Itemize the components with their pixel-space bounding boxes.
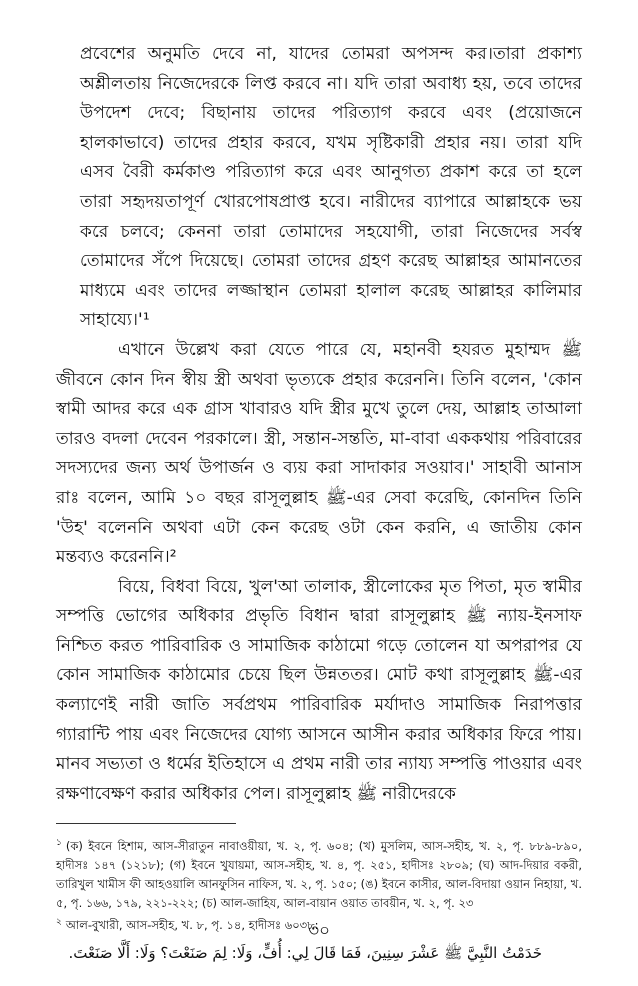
page-body — [56, 40, 582, 965]
body-paragraph-2: বিয়ে, বিধবা বিয়ে, খুল'আ তালাক, স্ত্রীলোকের মৃত পিতা, মৃত স্বামীর সম্পত্তি ভোগের অধিকার প্রভৃতি বিধান দ্বারা রাসূলুল্লাহ ﷺ ন্যায়-ইনসাফ নিশ্চিত করত পারিবারিক ও সামাজিক কাঠামো গড়ে তোলেন যা অপরাপর যে কোন সামাজিক কাঠামোর চেয়ে ছিল উন্নততর। মোট কথা রাসূলুল্লাহ ﷺ-এর কল্যাণেই নারী জাতি সর্বপ্রথম পারিবারিক মর্যাদাও সামাজিক নিরাপত্তার গ্যারান্টি পায় এবং নিজেদের যোগ্য আসনে আসীন করার অধিকার ফিরে পায়। মানব সভ্যতা ও ধর্মের ইতিহাসে এ প্রথম নারী তার ন্যায্য সম্পত্তি পাওয়ার এবং রক্ষণাবেক্ষণ করার অধিকার পেল। রাসূলুল্লাহ ﷺ নারীদেরকে — [56, 576, 582, 804]
footnote-1-number: ১ — [56, 838, 62, 849]
arabic-hadith-text: خَدَمْتُ النَّبِيَّ ﷺ عَشْرَ سِنِينَ، فَمَا قَالَ لِي: أُفٍّ، وَلَا: لِمَ صَنَعْتَ؟ وَلَا: أَلَّا صَنَعْتَ. — [68, 944, 542, 963]
footnote-divider — [56, 823, 236, 824]
hadith-quote-paragraph: প্রবেশের অনুমতি দেবে না, যাদের তোমরা অপসন্দ কর।তারা প্রকাশ্য অশ্লীলতায় নিজেদেরকে লিপ্ত করবে না। যদি তারা অবাধ্য হয়, তবে তাদের উপদেশ দেবে; বিছানায় তাদের পরিত্যাগ করবে এবং (প্রয়োজনে হালকাভাবে) তাদের প্রহার করবে, যখম সৃষ্টিকারী প্রহার নয়। তারা যদি এসব বৈরী কর্মকাণ্ড পরিত্যাগ করে এবং আনুগত্য প্রকাশ করে তা হলে তারা সহৃদয়তাপূর্ণ খোরপোষপ্রাপ্ত হবে। নারীদের ব্যাপারে আল্লাহকে ভয় করে চলবে; কেননা তারা তোমাদের সহযোগী, তারা নিজেদের সর্বস্ব তোমাদের সঁপে দিয়েছে। তোমরা তাদের গ্রহণ করেছ আল্লাহর আমানতের মাধ্যমে এবং তাদের লজ্জাস্থান তোমরা হালাল করেছ আল্লাহর কালিমার সাহায্যে।'¹ — [80, 44, 582, 331]
footnote-1 — [56, 834, 582, 913]
footnote-1-text: (ক) ইবনে হিশাম, আস-সীরাতুন নাবাওয়ীয়া, খ. ২, পৃ. ৬০৪; (খ) মুসলিম, আস-সহীহ, খ. ২, পৃ. ৮৮৯-৮৯০, হাদীসঃ ১৪৭ (১২১৮); (গ) ইবনে খুযায়মা, আস-সহীহ, খ. ৪, পৃ. ২৫১, হাদীসঃ ২৮০৯; (ঘ) আদ-দিয়ার বকরী, তারিখুল খামীস ফী আহওয়ালি আনফুসিন নাফিস, খ. ২, পৃ. ১৫০; (ঙ) ইবনে কাসীর, আল-বিদায়া ওয়ান নিহায়া, খ. ৫, পৃ. ১৬৬, ১৭৯, ২২১-২২২; (চ) আল-জাহিয, আল-বায়ান ওয়াত তাবয়ীন, খ. ২, পৃ. ২৩ — [56, 839, 582, 911]
page-number: ৩০ — [307, 921, 331, 941]
footnote-2-text: আল-বুখারী, আস-সহীহ, খ. ৮, পৃ. ১৪, হাদীসঃ ৬০৩৮: — [65, 918, 319, 933]
body-paragraph-1: এখানে উল্লেখ করা যেতে পারে যে, মহানবী হযরত মুহাম্মদ ﷺ জীবনে কোন দিন স্বীয় স্ত্রী অথবা ভৃত্যকে প্রহার করেননি। তিনি বলেন, 'কোন স্বামী আদর করে এক গ্রাস খাবারও যদি স্ত্রীর মুখে তুলে দেয়, আল্লাহ তাআলা তারও বদলা দেবেন পরকালে। স্ত্রী, সন্তান-সন্ততি, মা-বাবা এককথায় পরিবারের সদস্যদের জন্য অর্থ উপার্জন ও ব্যয় করা সাদাকার সওয়াব।' সাহাবী আনাস রাঃ বলেন, আমি ১০ বছর রাসূলুল্লাহ ﷺ-এর সেবা করেছি, কোনদিন তিনি 'উহ' বলেননি অথবা এটা কেন করেছ ওটা কেন করনি, এ জাতীয় কোন মন্তব্যও করেননি।² — [56, 339, 583, 568]
footnote-2-number: ২ — [56, 917, 62, 928]
